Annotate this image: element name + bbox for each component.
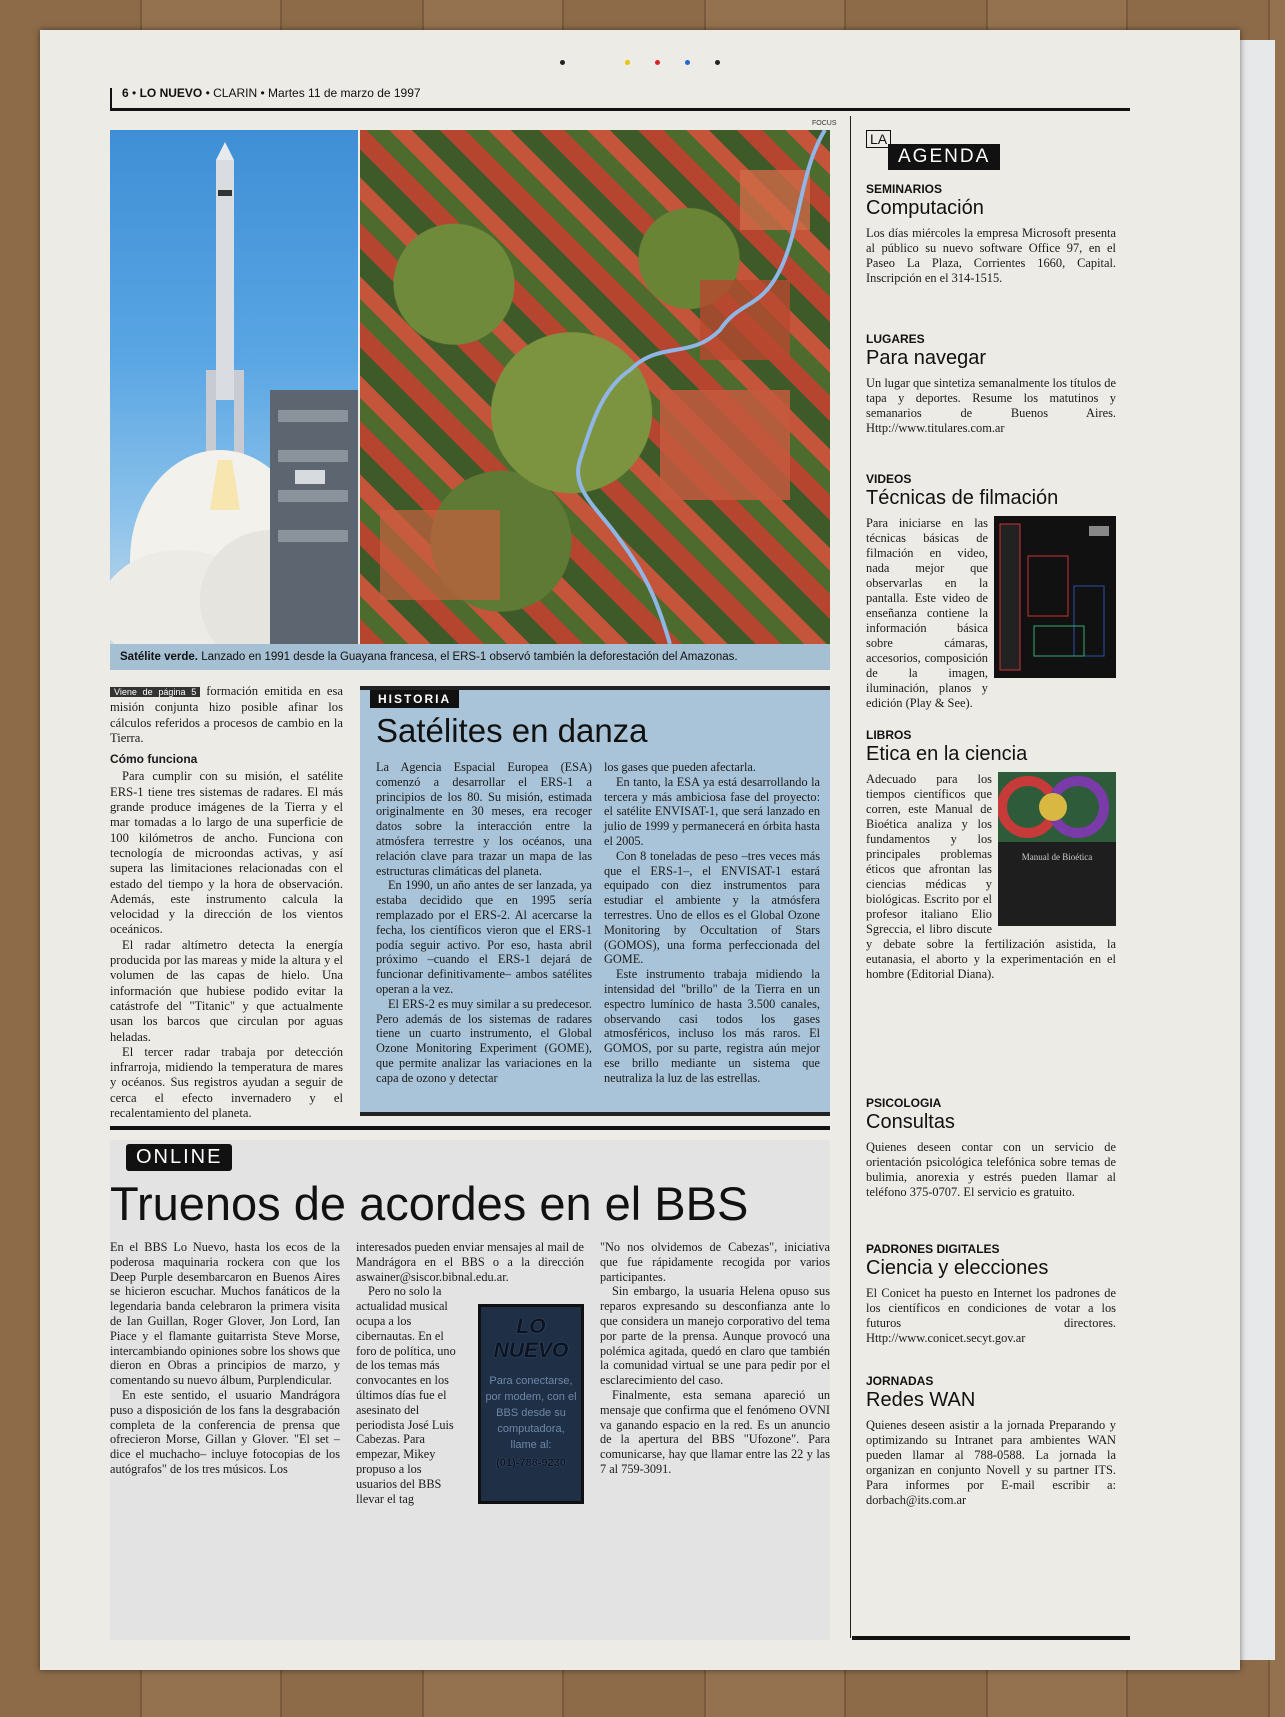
paragraph: Este instrumento trabaja midiendo la intensidad del "brillo" de la Tierra en un espectro lumínico de hasta 3.500 canales, observando casi todos los gases atmosféricos, incluso los más raros. El GOMOS, por su parte, registra aún mejor ese brillo mediante un sistema que neutraliza la luz de las estrellas. [604, 967, 820, 1085]
focus-credit: FOCUS [812, 120, 837, 127]
bbs-info-box [478, 1304, 584, 1504]
paragraph: formación emitida en esa misión conjunta hizo posible afinar los cálculos referidos a procesos de cambio en la Tierra. [110, 684, 343, 745]
agenda-title: AGENDA [888, 144, 1000, 170]
historia-col-2 [604, 760, 820, 1086]
bbs-phone-number: (01)-788-9230 [496, 1457, 566, 1469]
continued-tag: Viene de página 5 [110, 687, 200, 697]
header-rule [110, 108, 1130, 111]
agenda-item-title: Computación [866, 197, 984, 219]
online-section [110, 1140, 830, 1640]
book-title: Manual de Bioética [1021, 852, 1093, 862]
bbs-connect-text: Para conectarse, por modem, con el BBS desde su computadora, llame al: [485, 1375, 577, 1451]
registration-dots [560, 60, 760, 66]
agenda-item-videos [866, 472, 1116, 711]
agenda-category: PADRONES DIGITALES [866, 1242, 1000, 1256]
agenda-item-title: Redes WAN [866, 1389, 976, 1411]
photo-caption [110, 644, 830, 670]
paragraph: Para cumplir con su misión, el satélite ERS-1 tiene tres sistemas de radares. El más grande produce imágenes de la Tierra y el mar tomadas a lo largo de una superficie de 100 kilómetros de ancho. Funciona con tecnología de microondas activas, y así supera las limitaciones relacionadas con el estado del tiempo y la hora de observación. Además, este instrumento calcula la velocidad y la dirección de los vientos oceánicos. [110, 769, 343, 937]
next-page-edge [1235, 40, 1275, 1660]
paragraph: La Agencia Espacial Europea (ESA) comenzó a desarrollar el ERS-1 a principios de los 80. Su misión, estimada originalmente en 30 meses, era recoger datos sobre la interacción entre la atmósfera terrestre y los océanos, una relación clave para trazar un mapa de las estructuras climáticas del planeta. [376, 760, 592, 878]
agenda-item-title: Para navegar [866, 347, 987, 369]
online-col-1 [110, 1240, 340, 1477]
paragraph: El radar altímetro detecta la energía producida por las mareas y mide la altura y el volumen de las capas de hielo. Una información que hubiese podido evitar la catástrofe del "Titanic" y que actualmente usan los barcos que circulan por aguas heladas. [110, 937, 343, 1044]
online-kicker: ONLINE [126, 1144, 232, 1171]
historia-kicker: HISTORIA [370, 690, 459, 708]
caption-text: Lanzado en 1991 desde la Guayana francesa, el ERS-1 observó también la deforestación del Amazonas. [201, 651, 738, 663]
agenda-item-title: Etica en la ciencia [866, 743, 1028, 765]
paragraph: En tanto, la ESA ya está desarrollando la tercera y más ambiciosa fase del proyecto: el satélite ENVISAT-1, que será lanzado en julio de 1999 y permanecerá en órbita hasta el 2005. [604, 774, 820, 848]
subheading-como-funciona: Cómo funciona [110, 752, 198, 767]
paragraph: En este sentido, el usuario Mandrágora puso a disposición de los fans la desgrabación completa de la conferencia de prensa que ofrecieron Morse, Gillan y Glover. "El set –dice el muchacho– incluye fotocopias de los autógrafos" de los tres músicos. Los [110, 1387, 340, 1476]
paragraph: Pero no solo la actualidad musical ocupa a los cibernautas. En el foro de política, uno de los temas más convocantes en los últimos días fue el asesinato del periodista José Luis Cabezas. Para empezar, Mikey propuso a los usuarios del BBS llevar el tag [356, 1284, 456, 1506]
agenda-item-text: Un lugar que sintetiza semanalmente los títulos de tapa y deportes. Resume los matutinos y semanarios de Buenos Aires. Http://www.titulares.com.ar [866, 376, 1116, 435]
video-cover-image [994, 516, 1116, 678]
paragraph: Finalmente, esta semana apareció un mensaje que confirma que el fenómeno OVNI va ganando espacio en la red. Es un anuncio de la apertura del BBS "Ufozone". Para comunicarse, hay que llamar entre las 22 y las 7 al 759-3091. [600, 1387, 830, 1476]
agenda-item-lugares [866, 332, 1116, 436]
agenda-item-text: Quienes deseen contar con un servicio de orientación psicológica telefónica sobre temas de bulimia, anorexia y estrés pueden llamar al teléfono 375-0707. El servicio es gratuito. [866, 1140, 1116, 1199]
agenda-bottom-rule [852, 1636, 1130, 1640]
paragraph: los gases que pueden afectarla. [604, 760, 756, 774]
agenda-category: VIDEOS [866, 472, 912, 486]
newspaper-name: CLARIN [213, 86, 258, 100]
historia-col-1 [376, 760, 592, 1086]
paragraph: En el BBS Lo Nuevo, hasta los ecos de la poderosa maquinaria rockera con que los Deep Purple desembarcaron en Buenos Aires se hicieron escuchar. Muchos fanáticos de la legendaria banda celebraron la primera visita de Ian Guillan, Roger Glover, Jon Lord, Ian Piace y el flamante guitarrista Steve Morse, intercambiando opiniones sobre los shows que dieron en Obras a principios de marzo, y comentando su nuevo álbum, Purplendicular. [110, 1240, 340, 1388]
agenda-item-seminarios [866, 182, 1116, 286]
amazon-satellite-photo [360, 130, 830, 644]
paragraph: El ERS-2 es muy similar a su predecesor. Pero además de los sistemas de radares tiene un cuarto instrumento, el Global Ozone Monitoring Experiment (GOME), que permite analizar las variaciones en la capa de ozono y detectar [376, 996, 592, 1085]
paragraph: El tercer radar trabaja por detección infrarroja, midiendo la temperatura de mares y océanos. Sus registros ayudan a seguir de cerca el efecto invernadero y el recalentamiento del planeta. [110, 1044, 343, 1121]
agenda-category: LUGARES [866, 332, 925, 346]
agenda-item-text: Para iniciarse en las técnicas básicas de filmación en video, nada mejor que observarlas en la pantalla. Este video de enseñanza contiene la información básica sobre cámaras, accesorios, composición de la imagen, iluminación, planos y edición (Play & See). [866, 516, 988, 710]
page-header: 6 • LO NUEVO • CLARIN • Martes 11 de marzo de 1997 [122, 86, 421, 100]
agenda-category: PSICOLOGIA [866, 1096, 942, 1110]
agenda-item-text: Quienes deseen asistir a la jornada Preparando y optimizando su Intranet para ambientes WAN pueden llamar al 788-0588. La jornada la organizan en conjunto Novell y su partner ITS. Para informes por E-mail escribir a: dorbach@its.com.ar [866, 1418, 1116, 1507]
agenda-sidebar [866, 130, 1128, 1630]
book-cover-image [998, 772, 1116, 926]
agenda-item-padrones [866, 1242, 1116, 1346]
rocket-launch-photo [110, 130, 358, 644]
agenda-item-psicologia [866, 1096, 1116, 1200]
agenda-item-title: Ciencia y elecciones [866, 1257, 1049, 1279]
agenda-item-text: Adecuado para los tiempos científicos que corren, este Manual de Bioética analiza y los fundamentos y los principales problemas éticos que afrontan las ciencias médicas y biológicas. Escrito por el profesor italiano Elio Sgreccia, el libro discute y debate sobre la fertilización asistida, la eutanasia, el aborto y la experimentación en el hombre (Editorial Diana). [866, 772, 1116, 981]
page-number: 6 [122, 86, 129, 100]
agenda-item-text: El Conicet ha puesto en Internet los padrones de los científicos en condiciones de votar a los futuros directores. Http://www.conicet.secyt.gov.ar [866, 1286, 1116, 1345]
agenda-la-label: LA [866, 130, 891, 148]
historia-title: Satélites en danza [376, 712, 648, 749]
online-top-rule [110, 1126, 830, 1130]
online-col-3 [600, 1240, 830, 1477]
agenda-item-text: Los días miércoles la empresa Microsoft presenta al público su nuevo software Office 97, en el Paseo La Plaza, Corrientes 1660, Capital. Inscripción en el 314-1515. [866, 226, 1116, 285]
agenda-divider [850, 116, 851, 1638]
agenda-item-title: Consultas [866, 1111, 955, 1133]
caption-bold: Satélite verde. [120, 651, 198, 663]
left-column-article [110, 684, 343, 1121]
agenda-item-title: Técnicas de filmación [866, 487, 1059, 509]
bbs-logo: LO NUEVO [493, 1315, 569, 1362]
agenda-item-jornadas [866, 1374, 1116, 1508]
paragraph: interesados pueden enviar mensajes al mail de Mandrágora en el BBS o a la dirección aswainer@siscor.bibnal.edu.ar. [356, 1240, 584, 1284]
agenda-category: SEMINARIOS [866, 182, 943, 196]
agenda-category: JORNADAS [866, 1374, 934, 1388]
paragraph: "No nos olvidemos de Cabezas", iniciativa que fue rápidamente recogida por varios participantes. [600, 1240, 830, 1284]
agenda-category: LIBROS [866, 728, 912, 742]
online-title: Truenos de acordes en el BBS [110, 1177, 749, 1230]
header-rule-left [110, 88, 112, 108]
newspaper-page [40, 30, 1240, 1670]
paragraph: Con 8 toneladas de peso –tres veces más que el ERS-1–, el ENVISAT-1 estará equipado con diez instrumentos para estudiar el ambiente y la atmósfera terrestres. Uno de ellos es el Global Ozone Monitoring by Occultation of Stars (GOMOS), una forma perfeccionada del GOME. [604, 848, 820, 967]
historia-box [360, 686, 830, 1116]
agenda-item-libros [866, 728, 1116, 982]
paragraph: Sin embargo, la usuaria Helena opuso sus reparos expresando su desconfianza ante lo que considera un manejo corporativo del tema por parte de la prensa. Aunque provocó una polémica agitada, quedó en claro que también la comunidad virtual se une para pedir por el esclarecimiento del caso. [600, 1284, 830, 1388]
issue-date: Martes 11 de marzo de 1997 [268, 86, 421, 100]
section-name: LO NUEVO [139, 86, 203, 100]
paragraph: En 1990, un año antes de ser lanzada, ya estaba decidido que en 1995 sería remplazado por el ERS-2. Al acercarse la fecha, los científicos vieron que el ERS-1 podía seguir activo. Por eso, hasta abril próximo –cuando el ERS-1 dejará de funcionar definitivamente– ambos satélites operan a la vez. [376, 878, 592, 996]
